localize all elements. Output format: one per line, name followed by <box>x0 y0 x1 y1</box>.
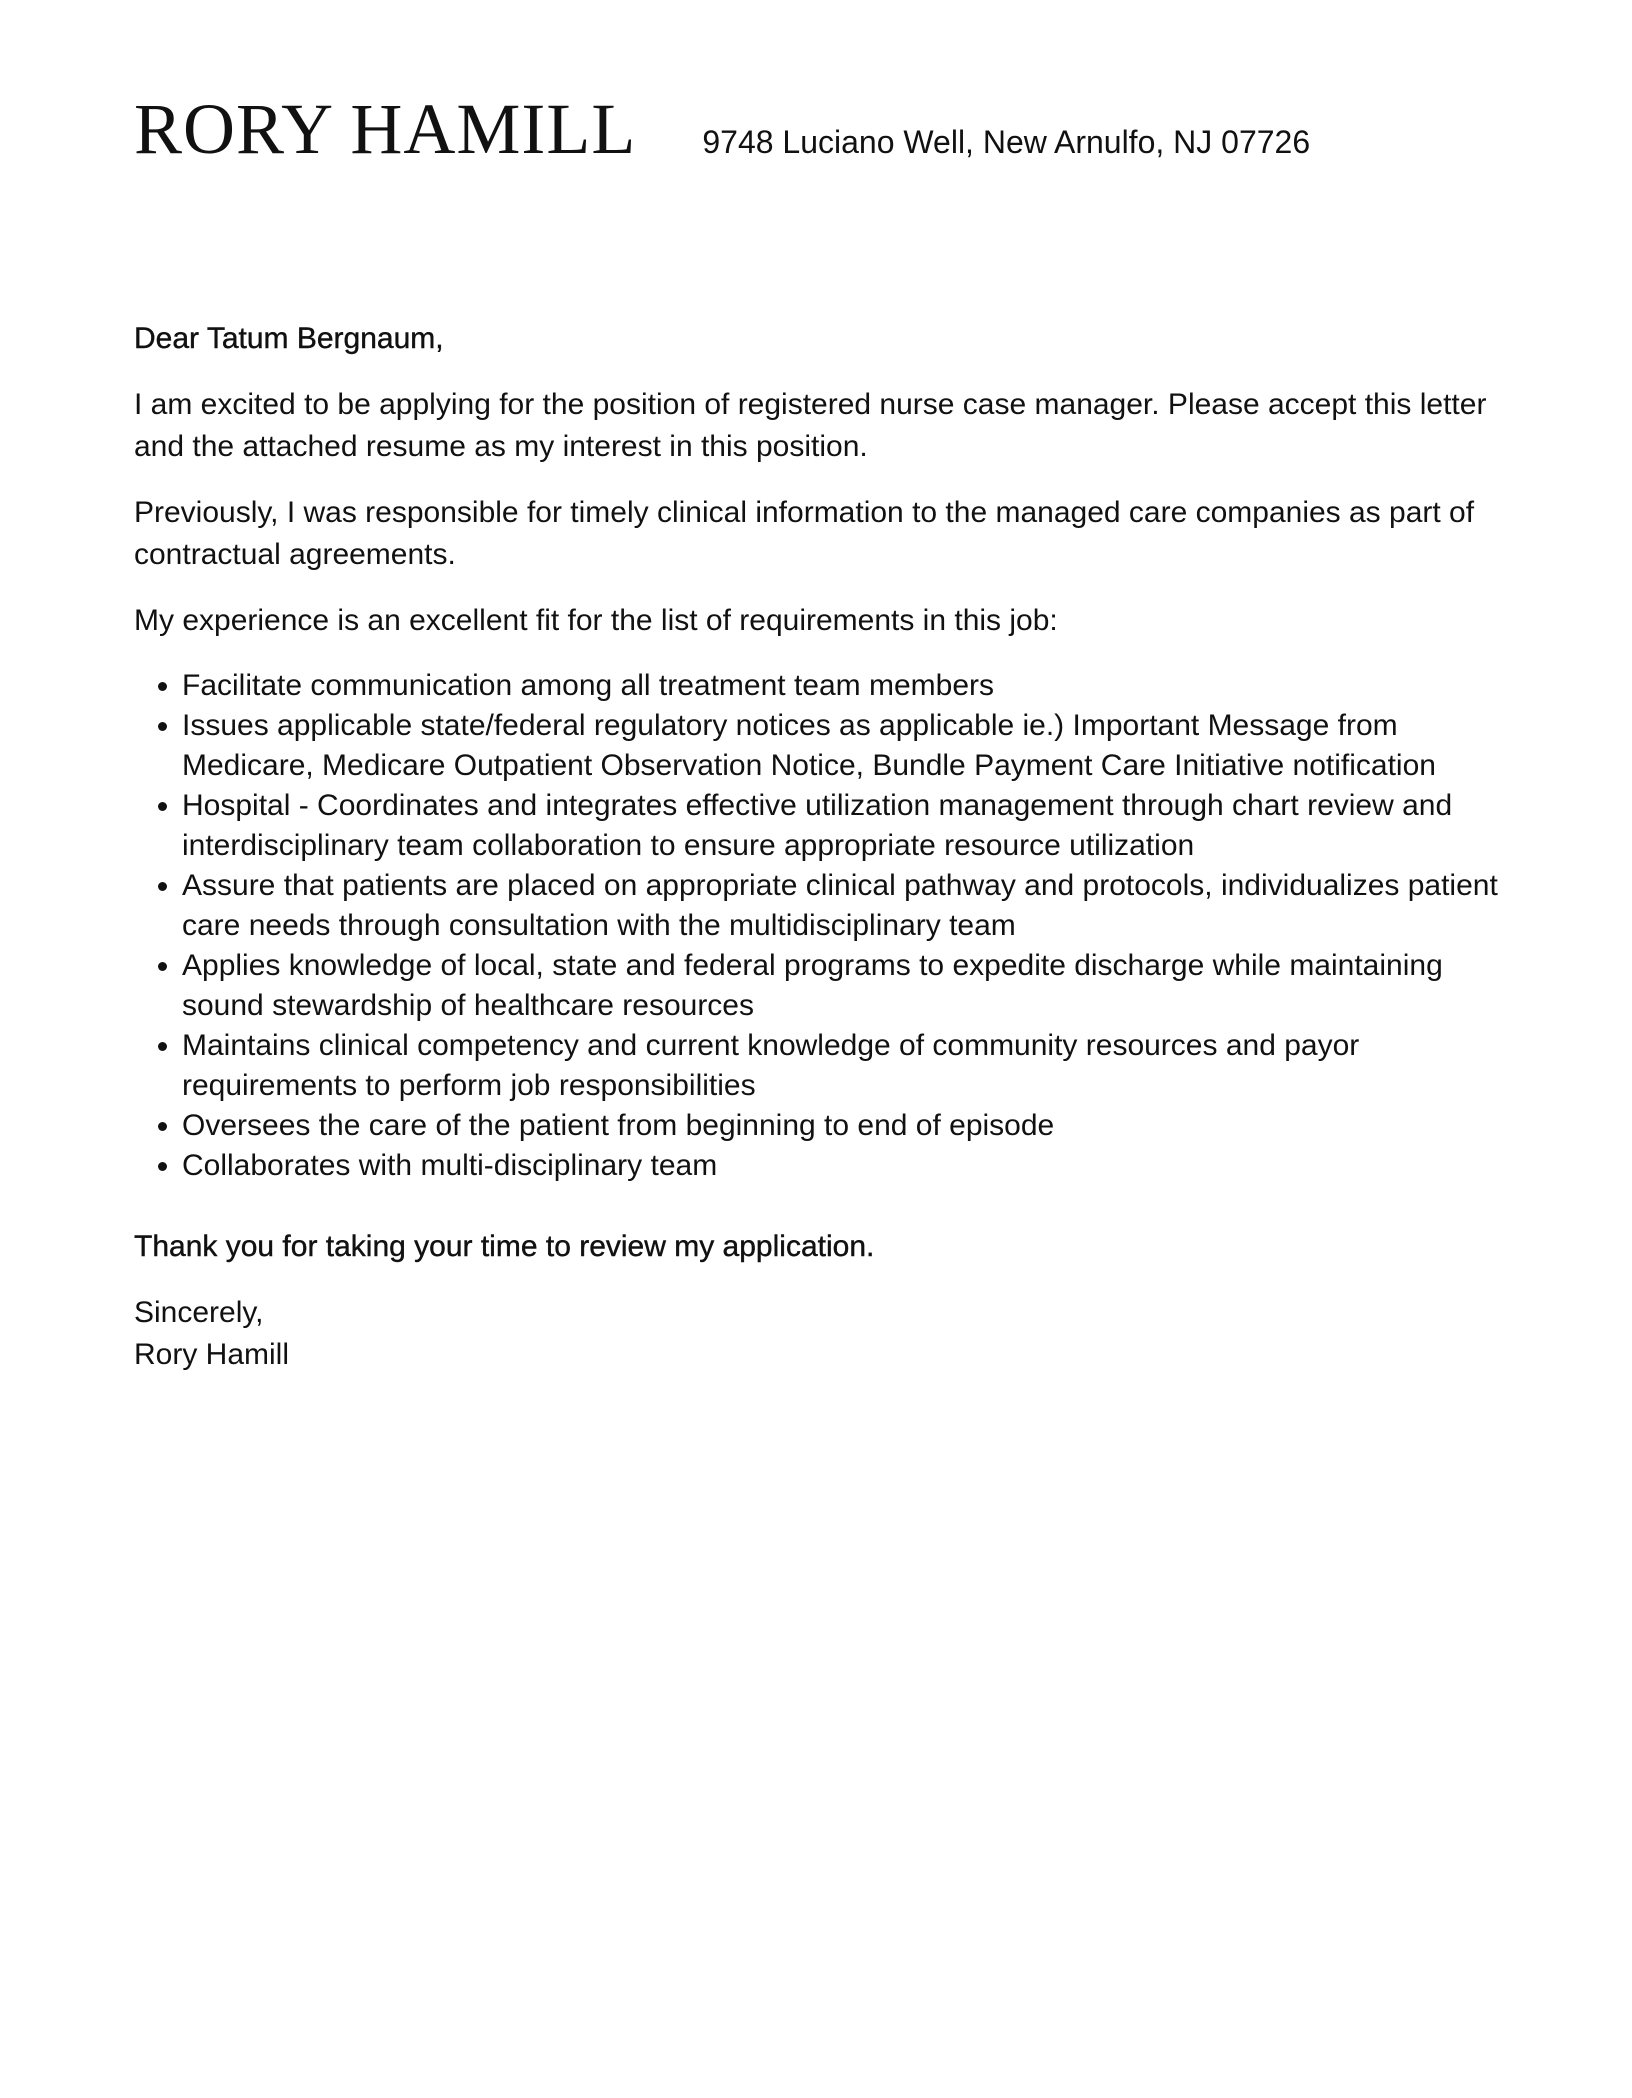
list-item: • Oversees the care of the patient from beginning to end of episode <box>182 1106 1514 1146</box>
intro-paragraph: I am excited to be applying for the position of registered nurse case manager. Please accept this letter and the attached resume as my interest in this position. <box>134 388 1487 463</box>
applicant-name: RORY HAMILL <box>134 89 637 169</box>
salutation: Dear Tatum Bergnaum, <box>134 322 444 355</box>
list-item: • Facilitate communication among all treatment team members <box>182 666 1514 706</box>
list-item: • Applies knowledge of local, state and federal programs to expedite discharge while maintaining sound stewardship of healthcare resources <box>182 946 1514 1026</box>
applicant-address: 9748 Luciano Well, New Arnulfo, NJ 07726 <box>702 124 1311 160</box>
list-item: • Maintains clinical competency and current knowledge of community resources and payor requirements to perform job responsibilities <box>182 1026 1514 1106</box>
list-item: • Hospital - Coordinates and integrates effective utilization management through chart review and interdisciplinary team collaboration to ensure appropriate resource utilization <box>182 786 1514 866</box>
experience-paragraph: Previously, I was responsible for timely clinical information to the managed care companies as part of contractual agreements. <box>134 496 1475 571</box>
requirements-list <box>134 666 1514 1186</box>
list-item: • Assure that patients are placed on appropriate clinical pathway and protocols, individualizes patient care needs through consultation with the multidisciplinary team <box>182 866 1514 946</box>
signature: Rory Hamill <box>134 1338 290 1371</box>
list-item: • Issues applicable state/federal regulatory notices as applicable ie.) Important Message from Medicare, Medicare Outpatient Observation Notice, Bundle Payment Care Initiative notification <box>182 706 1514 786</box>
signoff: Sincerely, <box>134 1296 264 1329</box>
requirements-intro: My experience is an excellent fit for the list of requirements in this job: <box>134 604 1058 637</box>
closing-line: Thank you for taking your time to review my application. <box>134 1230 875 1263</box>
letter-header <box>134 88 1310 171</box>
list-item: • Collaborates with multi-disciplinary team <box>182 1146 1514 1186</box>
letter-body <box>134 318 1514 1376</box>
